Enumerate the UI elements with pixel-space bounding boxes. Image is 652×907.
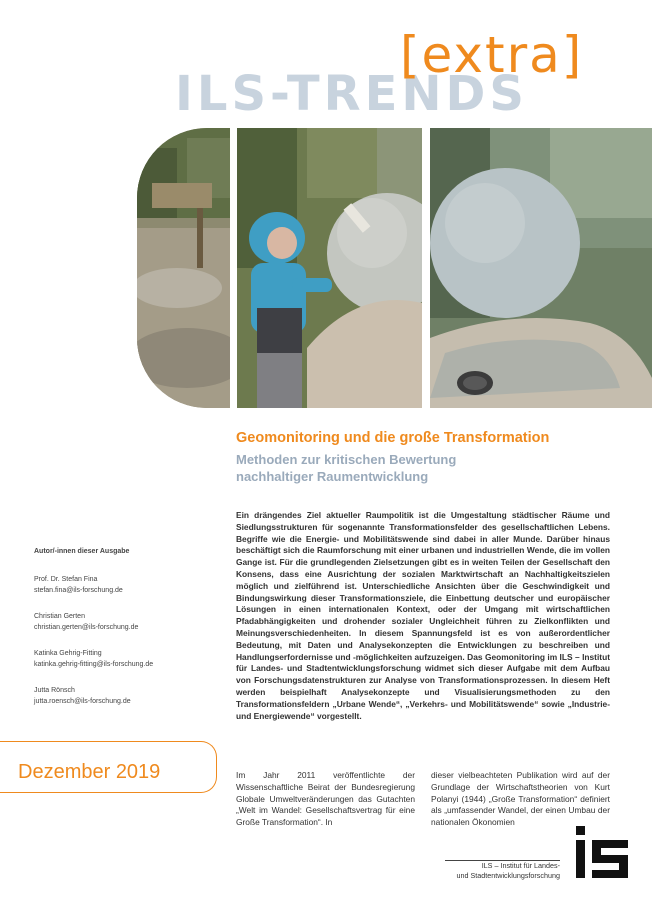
extra-title: [extra] [400, 26, 584, 84]
author-email[interactable]: stefan.fina@ils-forschung.de [34, 587, 123, 594]
photo-strip [137, 128, 652, 408]
author-entry [34, 574, 224, 596]
photo-right [430, 128, 652, 408]
author-entry [34, 648, 224, 670]
author-email[interactable]: jutta.roensch@ils-forschung.de [34, 698, 131, 705]
sculpture-closeup-image [430, 128, 652, 408]
article-subtitle [236, 451, 456, 485]
author-entry [34, 611, 224, 633]
author-name: Jutta Rönsch [34, 687, 75, 694]
author-name: Prof. Dr. Stefan Fina [34, 576, 98, 583]
photo-middle [237, 128, 422, 408]
body-column-2: dieser vielbeachteten Publikation wird auf der Grundlage der Wirtschaftstheorien von Kurt Polanyi (1944) „Große Transformation“ definiert als „umfassender Wandel, der einen Umbau der nationalen Ökonomien [431, 770, 610, 828]
body-column-1: Im Jahr 2011 veröffentlichte der Wissenschaftliche Beirat der Bundesregierung Globale Umweltveränderungen das Gutachten „Welt im Wandel: Gesellschaftsvertrag für eine Große Transformation“. In [236, 770, 415, 828]
ils-logo [574, 824, 630, 884]
institute-line-1: ILS – Institut für Landes- [481, 861, 560, 870]
authors-heading: Autor/-innen dieser Ausgabe [34, 548, 130, 555]
subtitle-line-2: nachhaltiger Raumentwicklung [236, 469, 429, 484]
ils-logo-icon [574, 824, 630, 884]
intro-paragraph: Ein drängendes Ziel aktueller Raumpolitik ist die Umgestaltung städtischer Räume und Siedlungsstrukturen für sogenannte Transformationsfelder des gesellschaftlichen Lebens. Begriffe wie die Energie- und Mobilitätswende sind dabei in aller Munde. Darüber hinaus beschäftigt sich die Raumforschung mit einer urbanen und industriellen Wende, die im vollen Gange ist. Für die grundlegenden Zielsetzungen gibt es in weiten Teilen der Gesellschaft den Konsens, dass eine Ausrichtung der sozialen Marktwirtschaft an Nachhaltigkeitszielen möglich und zielführend ist. Unterschiedliche Ansichten über die Geschwindigkeit und Bindungswirkung dieser Transformationsziele, die Einbettung deutscher und europäischer Lösungen in einen internationalen Kontext, oder der Umgang mit wirtschaftlichen Pfadabhängigkeiten und drohender sozialer Ungleichheit führen zu Zielkonflikten und Meinungsverschiedenheiten. In diesem Spannungsfeld ist es von außerordentlicher Bedeutung, mit Daten und Analysekonzepten die Entwicklungen zu beschreiben und Handlungserfordernisse und -möglichkeiten aufzuzeigen. Das Geomonitoring im ILS – Institut für Landes- und Stadtentwicklungsforschung widmet sich dieser Aufgabe mit dem Aufbau von Forschungsdatenstrukturen zur Analyse von Transformationsprozessen. In diesem Heft werden beispielhaft Analysekonzepte und Visualisierungsmethoden zu den Transformationsfeldern „Urbane Wende“, „Verkehrs- und Mobilitätswende“ sowie „Industrie- und Energiewende“ vorgestellt. [236, 510, 610, 721]
author-email[interactable]: katinka.gehrig-fitting@ils-forschung.de [34, 661, 154, 668]
article-title: Geomonitoring und die große Transformation [236, 430, 550, 446]
author-name: Katinka Gehrig-Fitting [34, 650, 102, 657]
institute-name [445, 861, 560, 881]
playground-path-image [137, 128, 230, 408]
photo-left [137, 128, 230, 408]
author-email[interactable]: christian.gerten@ils-forschung.de [34, 624, 139, 631]
author-entry [34, 685, 224, 707]
series-title: ILS-TRENDS [175, 66, 528, 122]
institute-line-2: und Stadtentwicklungsforschung [456, 871, 560, 880]
author-name: Christian Gerten [34, 613, 85, 620]
author-sidebar [34, 548, 224, 722]
child-with-sculpture-image [237, 128, 422, 408]
subtitle-line-1: Methoden zur kritischen Bewertung [236, 452, 457, 467]
issue-date: Dezember 2019 [18, 761, 161, 783]
